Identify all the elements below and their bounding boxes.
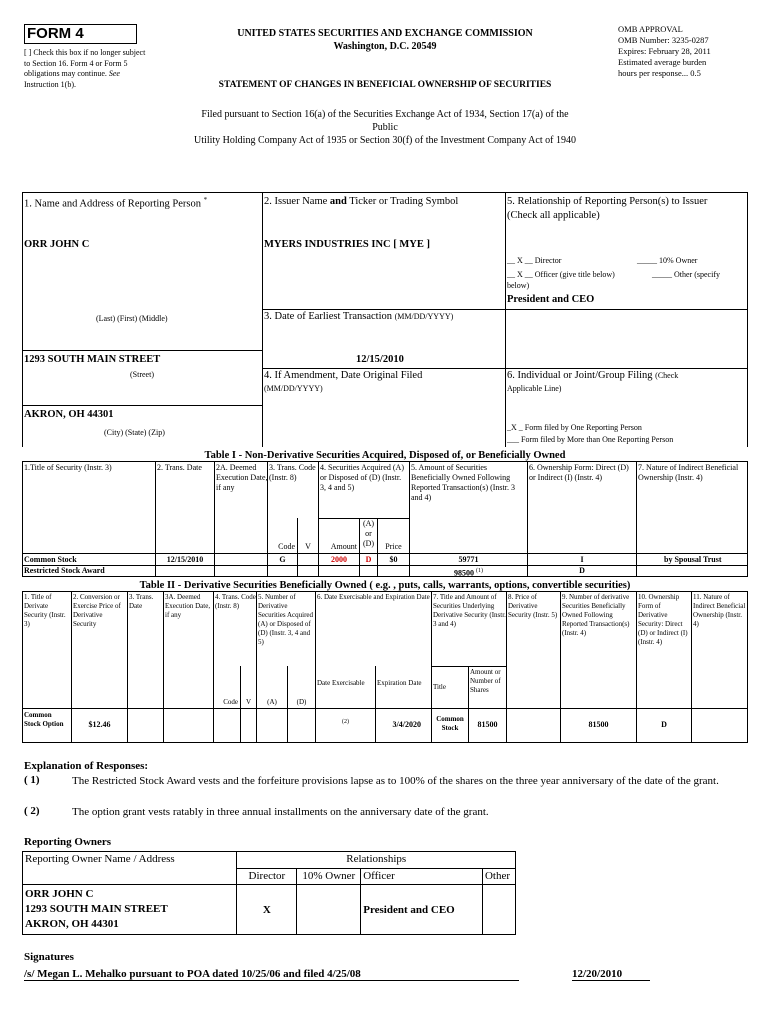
box3-label-text: 3. Date of Earliest Transaction <box>264 311 393 322</box>
t1-sub-aord: (A) or (D) <box>362 519 375 548</box>
t1-row-title: Common Stock <box>24 555 77 564</box>
t2-row-title: Common Stock Option <box>24 711 64 728</box>
agency-city: Washington, D.C. 20549 <box>333 41 437 52</box>
signature-date: 12/20/2010 <box>572 968 650 981</box>
box4-label: 4. If Amendment, Date Original Filed <box>264 370 423 381</box>
box6-label-text: 6. Individual or Joint/Group Filing <box>507 370 653 381</box>
omb-line: Expires: February 28, 2011 <box>618 46 711 56</box>
explanation-text: The Restricted Stock Award vests and the forfeiture provisions lapse as to 100% of the shares on the three year anniversary of the date of the grant. <box>72 775 719 787</box>
street-label: (Street) <box>130 370 154 379</box>
t1-sub-amount: Amount <box>330 542 357 551</box>
owner-city: AKRON, OH 44301 <box>25 918 119 930</box>
box3-label-fmt: (MM/DD/YYYY) <box>394 312 454 321</box>
owners-col-other: Other <box>482 869 515 885</box>
form-title-box <box>24 24 137 44</box>
reporting-name: ORR JOHN C <box>24 239 90 250</box>
city-label: (City) (State) (Zip) <box>104 428 165 437</box>
t1-row-form: D <box>579 566 585 575</box>
t1-header-code: 3. Trans. Code (Instr. 8) <box>269 463 316 482</box>
t1-row-code: G <box>279 555 286 564</box>
agency-name: UNITED STATES SECURITIES AND EXCHANGE COMMISSION <box>237 28 533 39</box>
omb-line: hours per response... 0.5 <box>618 68 701 78</box>
signature-text: /s/ Megan L. Mehalko pursuant to POA dated 10/25/06 and filed 4/25/08 <box>24 968 519 981</box>
t1-header-ownership-form: 6. Ownership Form: Direct (D) or Indirect (I) (Instr. 4) <box>529 463 629 482</box>
box6-label2: Applicable Line) <box>507 384 562 393</box>
owner-officer-title: President and CEO <box>361 885 483 935</box>
t2-header-exercisable: 6. Date Exercisable and Expiration Date <box>317 593 430 601</box>
t2-header-ownership: 10. Ownership Form of Derivative Security: Direct (D) or Indirect (I) (Instr. 4) <box>638 593 688 646</box>
box3-label <box>264 311 453 322</box>
t1-header-title: 1.Title of Security (Instr. 3) <box>24 463 112 472</box>
t2-row-underlying-title: Common Stock <box>436 715 464 732</box>
t1-row-aord: D <box>365 555 372 564</box>
director-checkbox[interactable]: __ X __ Director <box>507 256 562 265</box>
owners-col-officer: Officer <box>361 869 483 885</box>
box1-label <box>24 196 207 210</box>
t2-header-deemed: 3A. Deemed Execution Date, if any <box>165 593 211 619</box>
owner-director-mark: X <box>237 885 297 935</box>
table2-title: Table II - Derivative Securities Beneficially Owned ( e.g. , puts, calls, warrants, options, convertible securities) <box>139 580 631 591</box>
more-person-option[interactable]: ___ Form filed by More than One Reporting Person <box>507 435 674 444</box>
t1-header-acquired: 4. Securities Acquired (A) or Disposed of (D) (Instr. 3, 4 and 5) <box>320 463 404 492</box>
t2-row-date-exercisable: (2) <box>342 719 349 725</box>
owners-title: Reporting Owners <box>24 836 112 848</box>
owner-ten-mark <box>297 885 361 935</box>
owner-other-mark <box>482 885 515 935</box>
check-box-note <box>24 48 150 90</box>
owner-street: 1293 SOUTH MAIN STREET <box>25 903 168 915</box>
table1-title: Table I - Non-Derivative Securities Acquired, Disposed of, or Beneficially Owned <box>204 450 566 461</box>
omb-approval <box>618 24 758 79</box>
t1-row-nature: by Spousal Trust <box>664 555 722 564</box>
box4-format: (MM/DD/YYYY) <box>264 384 323 393</box>
t2-header-underlying: 7. Title and Amount of Securities Underlying Derivative Security (Instr. 3 and 4) <box>433 593 506 628</box>
reporting-city: AKRON, OH 44301 <box>24 409 114 420</box>
statement-title: STATEMENT OF CHANGES IN BENEFICIAL OWNERSHIP OF SECURITIES <box>218 80 552 90</box>
t2-header-title: 1. Title of Derivate Security (Instr. 3) <box>24 593 66 628</box>
t2-sub-d: (D) <box>296 698 307 706</box>
owners-col-ten: 10% Owner <box>297 869 361 885</box>
box2-label <box>264 196 458 207</box>
t2-header-price: 2. Conversion or Exercise Price of Derivative Security <box>73 593 121 628</box>
t2-header-owned: 9. Number of derivative Securities Beneficially Owned Following Reported Transaction(s) (Instr. 4) <box>562 593 630 637</box>
t1-header-amount-owned: 5. Amount of Securities Beneficially Owned Following Reported Transaction(s) (Instr. 3 and 4) <box>411 463 515 502</box>
signatures-title: Signatures <box>24 951 74 963</box>
other-checkbox[interactable]: _____ Other (specify <box>652 270 720 279</box>
t1-sub-v: V <box>305 542 311 551</box>
t2-sub-exercisable: Date Exercisable <box>317 679 365 687</box>
explanation-text: The option grant vests ratably in three annual installments on the anniversary date of the grant. <box>72 806 489 818</box>
t2-row-price: $12.46 <box>88 720 111 729</box>
t2-sub-code: Code <box>223 698 238 706</box>
owners-col-relationships: Relationships <box>237 852 516 869</box>
filed-line: Filed pursuant to Section 16(a) of the Securities Exchange Act of 1934, Section 17(a) of the <box>201 109 569 120</box>
t2-header-nature: 11. Nature of Indirect Beneficial Ownership (Instr. 4) <box>693 593 746 628</box>
t2-header-deriv-price: 8. Price of Derivative Security (Instr. 5) <box>508 593 558 619</box>
owner-name: ORR JOHN C <box>25 888 94 900</box>
check-box-see: See <box>108 69 120 78</box>
explanation-num: ( 1) <box>24 774 40 786</box>
name-parts-label: (Last) (First) (Middle) <box>96 314 168 323</box>
one-person-option[interactable]: _X _ Form filed by One Reporting Person <box>507 423 642 432</box>
t1-row-title: Restricted Stock Award <box>24 566 105 575</box>
t2-sub-v: V <box>245 698 252 706</box>
officer-title: President and CEO <box>507 294 595 305</box>
box2-label-post: Ticker or Trading Symbol <box>346 196 459 207</box>
t1-row-form: I <box>580 555 584 564</box>
t1-row-owned: 59771 <box>458 555 479 564</box>
owner-address <box>23 885 237 935</box>
owners-col-name: Reporting Owner Name / Address <box>23 852 237 869</box>
box5-label2: (Check all applicable) <box>507 210 600 221</box>
t2-sub-a: (A) <box>267 698 277 706</box>
t2-sub-expiration: Expiration Date <box>377 679 422 687</box>
t1-row-price: $0 <box>389 555 398 564</box>
t1-row-date: 12/15/2010 <box>166 555 204 564</box>
earliest-transaction-date: 12/15/2010 <box>356 354 404 365</box>
t2-row-form: D <box>661 720 667 729</box>
omb-line: OMB Number: 3235-0287 <box>618 35 709 45</box>
check-box-instr: Instruction 1(b). <box>24 79 76 89</box>
t1-row-owned-footnote: (1) <box>476 568 483 574</box>
owners-col-name-blank <box>23 869 237 885</box>
other-below: below) <box>507 281 530 290</box>
t1-header-date: 2. Trans. Date <box>157 463 202 472</box>
explanation-num: ( 2) <box>24 805 40 817</box>
omb-line: Estimated average burden <box>618 57 707 67</box>
filed-line: Utility Holding Company Act of 1935 or Section 30(f) of the Investment Company Act of 1940 <box>194 135 576 146</box>
t2-sub-amount: Amount or Number of Shares <box>470 668 501 694</box>
explanation-title: Explanation of Responses: <box>24 760 149 772</box>
t1-row-amount: 2000 <box>331 555 347 564</box>
t1-row-owned <box>410 566 527 579</box>
t2-header-date: 3. Trans. Date <box>129 593 154 610</box>
box1-label-text: 1. Name and Address of Reporting Person <box>24 198 202 210</box>
reporting-street: 1293 SOUTH MAIN STREET <box>24 354 161 365</box>
box6-label-check: (Check <box>655 371 679 380</box>
box2-label-pre: 2. Issuer Name <box>264 196 330 207</box>
t2-row-underlying-amount: 81500 <box>477 720 498 729</box>
filed-pursuant <box>100 108 670 147</box>
t2-row-owned: 81500 <box>588 720 609 729</box>
owners-col-director: Director <box>237 869 297 885</box>
t2-header-number: 5. Number of Derivative Securities Acquired (A) or Disposed of (D) (Instr. 3, 4 and 5) <box>258 593 314 646</box>
box2-label-and: and <box>329 196 347 207</box>
t1-sub-code: Code <box>278 542 295 551</box>
form-title: FORM 4 <box>27 25 84 42</box>
check-box-text: [ ] Check this box if no longer subject to Section 16. Form 4 or Form 5 obligations may continue. <box>24 48 146 78</box>
t2-sub-title: Title <box>433 683 446 691</box>
t1-row-owned-value: 98500 <box>454 568 474 578</box>
t1-header-deemed: 2A. Deemed Execution Date, if any <box>216 463 268 492</box>
omb-line: OMB APPROVAL <box>618 24 683 34</box>
t2-header-code: 4. Trans. Code (Instr. 8) <box>215 593 256 610</box>
box6-label <box>507 370 678 381</box>
filed-line: Public <box>372 122 398 133</box>
issuer-name: MYERS INDUSTRIES INC [ MYE ] <box>264 239 430 250</box>
box1-footnote-mark: * <box>203 196 208 204</box>
t1-header-nature: 7. Nature of Indirect Beneficial Ownership (Instr. 4) <box>638 463 739 482</box>
owners-table <box>22 851 516 935</box>
officer-checkbox[interactable]: __ X __ Officer (give title below) <box>507 270 615 279</box>
t2-row-expiration: 3/4/2020 <box>392 720 421 729</box>
ten-pct-owner-checkbox[interactable]: _____ 10% Owner <box>637 256 698 265</box>
t1-sub-price: Price <box>385 542 402 551</box>
box5-label: 5. Relationship of Reporting Person(s) to Issuer <box>507 196 708 207</box>
